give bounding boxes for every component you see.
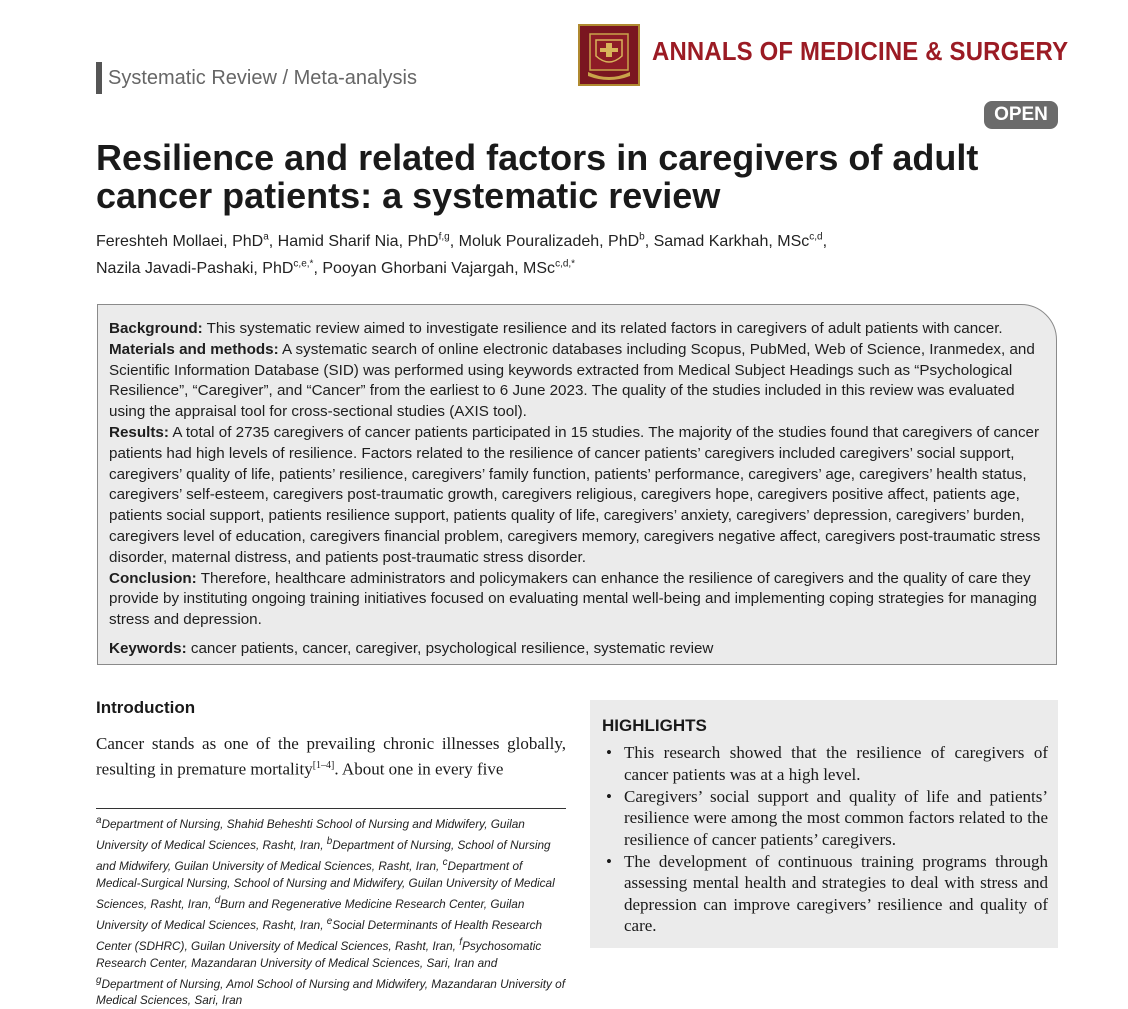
author-list (96, 227, 1056, 280)
author: Hamid Sharif Nia, PhD$^{f,g}$, (277, 232, 459, 251)
affiliation-footnotes: $^a$Department of Nursing, Shahid Beheshti School of Nursing and Midwifery, Guilan University of Medical Sciences, Rasht, Iran, $^b$Department of Nursing, School of Nursing and Midwifery, Guilan University of Medical Sciences, Rasht, Iran, $^c$Department of Medical-Surgical Nursing, School of Nursing and Midwifery, Guilan University of Medical Sciences, Rasht, Iran, $^d$Burn and Regenerative Medicine Research Center, Guilan University of Medical Sciences, Rasht, Iran, $^e$Social Determinants of Health Research Center (SDHRC), Guilan University of Medical Sciences, Rasht, Iran, $^f$Psychosomatic Research Center, Mazandaran University of Medical Sciences, Sari, Iran and $^g$Department of Nursing, Amol School of Nursing and Midwifery, Mazandaran University of Medical Sciences, Sari, Iran (96, 815, 566, 1008)
author: Samad Karkhah, MSc$^{c,d}$, (653, 232, 828, 251)
footnote-divider (96, 808, 566, 809)
abstract-background: Background: This systematic review aimed to investigate resilience and its related factors in caregivers of adult patients with cancer. (109, 320, 1003, 337)
highlights-list (604, 742, 1048, 937)
list-item: • This research showed that the resilience of caregivers of cancer patients was at a high level. (604, 742, 1048, 785)
abstract-box (97, 304, 1057, 665)
citation-link[interactable]: [1–4] (312, 760, 335, 771)
author: Pooyan Ghorbani Vajargah, MSc$^{c,d,*}$ (322, 258, 576, 277)
abstract-results: Results: A total of 2735 caregivers of cancer patients participated in 15 studies. The majority of the studies found that caregivers of cancer patients had high levels of resilience. Factors related to the resilience of cancer patients’ caregivers included caregivers’ social support, caregivers’ quality of life, patients’ resilience, caregivers’ family function, patients’ performance, caregivers’ age, caregivers’ health status, caregivers’ self-esteem, caregivers post-traumatic growth, caregivers religious, caregivers hope, caregivers positive affect, patients age, patients social support, patients resilience support, patients quality of life, caregivers’ anxiety, caregivers’ depression, caregivers’ burden, caregivers level of education, caregivers financial problem, caregivers memory, caregivers negative affect, caregivers post-traumatic stress disorder, maternal distress, and patients post-traumatic stress disorder. (109, 423, 1041, 566)
journal-crest-icon (578, 24, 640, 86)
open-access-badge: OPEN (984, 101, 1058, 129)
section-heading: Introduction (96, 698, 196, 717)
highlights-title: HIGHLIGHTS (602, 716, 707, 735)
crest-icon (580, 26, 638, 84)
abstract-methods: Materials and methods: A systematic search of online electronic databases including Scopus, PubMed, Web of Science, Iranmedex, and Scientific Information Database (SID) was performed using keywords extracted from Medical Subject Headings such as “Psychological Resilience”, “Caregiver”, and “Cancer” from the earliest to 6 June 2023. The quality of the studies included in this review was evaluated using the appraisal tool for cross-sectional studies (AXIS tool). (109, 340, 1035, 421)
highlights-box (590, 700, 1058, 948)
journal-name: ANNALS OF MEDICINE & SURGERY (652, 36, 1069, 66)
introduction-paragraph: Cancer stands as one of the prevailing chronic illnesses globally, resulting in premature mortality[1–4]. About one in every five (96, 734, 566, 779)
author: Moluk Pouralizadeh, PhD$^b$, (458, 232, 654, 251)
list-item: • The development of continuous training programs through assessing mental health and strategies to deal with stress and depression can improve caregivers’ resilience and quality of care. (604, 851, 1048, 937)
article-title: Resilience and related factors in caregivers of adult cancer patients: a systematic review (96, 137, 979, 216)
article-type-label: Systematic Review / Meta-analysis (96, 62, 417, 94)
author: Nazila Javadi-Pashaki, PhD$^{c,e,*}$, (96, 258, 323, 277)
abstract-keywords: Keywords: cancer patients, cancer, caregiver, psychological resilience, systematic review (109, 639, 714, 657)
abstract-conclusion: Conclusion: Therefore, healthcare administrators and policymakers can enhance the resilience of caregivers and the quality of care they provide by instituting ongoing training initiatives focused on evaluating mental well-being and implementing coping strategies for managing stress and depression. (109, 569, 1037, 629)
list-item: • Caregivers’ social support and quality of life and patients’ resilience were among the most common factors related to the resilience of cancer patients’ caregivers. (604, 786, 1048, 851)
author: Fereshteh Mollaei, PhD$^a$, (96, 232, 278, 251)
